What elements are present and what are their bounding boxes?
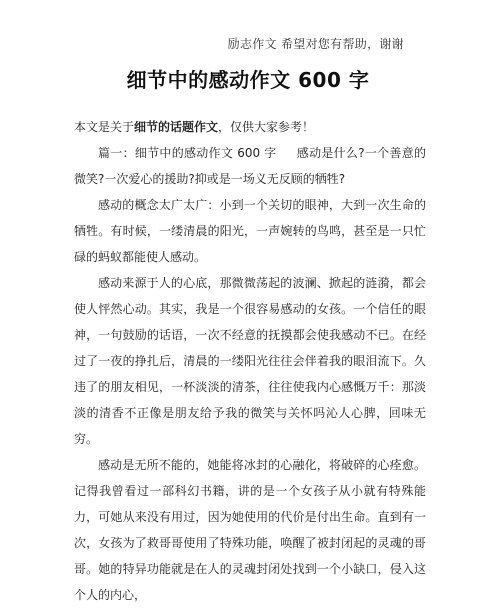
article-title: 细节中的感动作文 600 字 bbox=[126, 68, 370, 92]
header-note: 励志作文 希望对您有帮助，谢谢 bbox=[227, 37, 404, 51]
paragraph-4: 感动是无所不能的，她能将冰封的心融化，将破碎的心痊愈。记得我曾看过一部科幻书籍，讲的是一个女孩子从小就有特殊能力，可她从来没有用过，因为她使用的代价是付出生命。直到有一次，女孩为了救哥哥使用了特殊功能，唤醒了被封闭起的灵魂的哥哥。她的特异功能就是在人的灵魂封闭处找到一个小缺口，侵入这个人的内心， bbox=[74, 458, 426, 602]
paragraph-3: 感动来源于人的心底，那微微荡起的波澜、掀起的涟漪，都会使人怦然心动。其实，我是一个很容易感动的女孩。一个信任的眼神，一句鼓励的话语，一次不经意的抚摸都会使我感动不已。在经过了一夜的挣扎后，清晨的一缕阳光往往会伴着我的眼泪流下。久违了的朋友相见，一杯淡淡的清茶，往往使我内心感慨万千：那淡淡的清香不正像是朋友给予我的微笑与关怀吗沁人心脾，回味无穷。 bbox=[74, 276, 426, 446]
paragraph-2: 感动的概念太广太广：小到一个关切的眼神，大到一次生命的牺牲。有时候，一缕清晨的阳光，一声婉转的鸟鸣，甚至是一只忙碌的蚂蚁都能使人感动。 bbox=[74, 198, 426, 264]
paragraph-1-text: 感动是什么?一个善意的微笑?一次爱心的援助?抑或是一场义无反顾的牺牲? bbox=[74, 146, 426, 186]
paragraph-1 bbox=[74, 140, 426, 192]
intro-paragraph bbox=[74, 114, 426, 140]
intro-suffix: ，仅供大家参考！ bbox=[218, 120, 315, 134]
paragraph-1-lead: 篇一：细节中的感动作文 600 字 bbox=[98, 146, 277, 160]
article-body bbox=[74, 114, 426, 608]
intro-topic: 细节的话题作文 bbox=[134, 120, 219, 134]
intro-prefix: 本文是关于 bbox=[74, 120, 135, 134]
